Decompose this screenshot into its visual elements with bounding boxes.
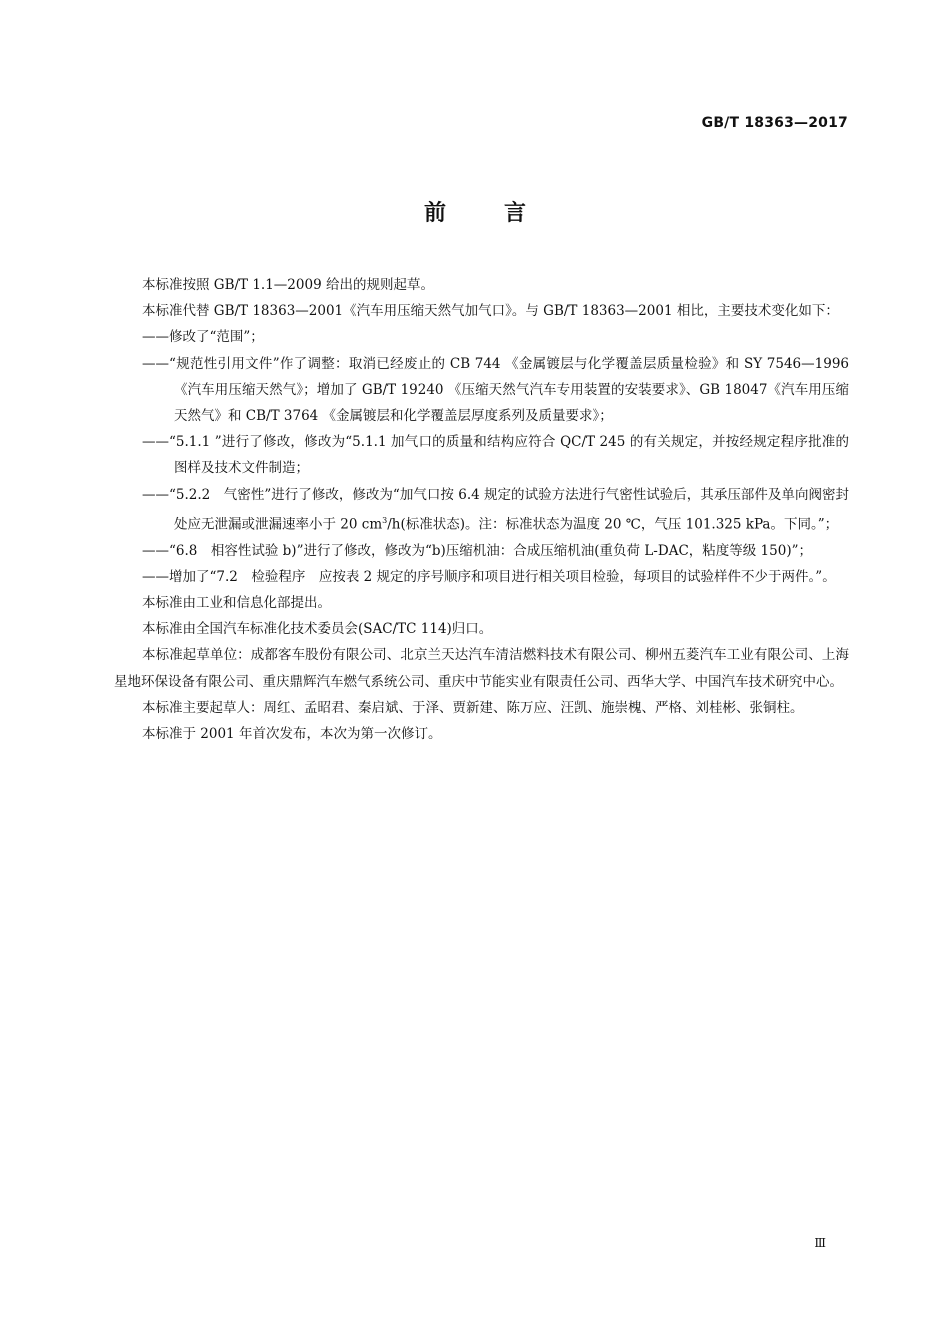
document-body (114, 272, 849, 747)
paragraph-drafting-units: 本标准起草单位：成都客车股份有限公司、北京兰天达汽车清洁燃料技术有限公司、柳州五菱汽车工业有限公司、上海星地环保设备有限公司、重庆鼎辉汽车燃气系统公司、重庆中节能实业有限责任公司、西华大学、中国汽车技术研究中心。 (114, 647, 849, 690)
paragraph-committee: 本标准由全国汽车标准化技术委员会(SAC/TC 114)归口。 (142, 621, 493, 638)
change-item-5-2-2 (114, 482, 849, 538)
change-item-references: ——“规范性引用文件”作了调整：取消已经废止的 CB 744 《金属镀层与化学覆盖层质量检验》和 SY 7546—1996《汽车用压缩天然气》；增加了 GB/T 19240 《压缩天然气汽车专用装置的安装要求》、GB 18047《汽车用压缩天然气》和 CB/T 3764 《金属镀层和化学覆盖层厚度系列及质量要求》； (142, 355, 849, 425)
page-number: Ⅲ (814, 1236, 826, 1250)
page-title: 前言 (423, 201, 584, 226)
change-item-5-2-2-text-b: /h(标准状态)。注：标准状态为温度 20 ℃，气压 101.325 kPa。下同。”； (387, 516, 839, 533)
paragraph-history: 本标准于 2001 年首次发布，本次为第一次修订。 (142, 725, 442, 742)
change-item-6-8: ——“6.8 相容性试验 b)”进行了修改，修改为“b)压缩机油：合成压缩机油(重负荷 L-DAC，粘度等级 150)”； (142, 542, 812, 559)
change-item-scope: ——修改了“范围”； (142, 329, 264, 346)
cubic-superscript: 3 (382, 515, 388, 525)
paragraph-drafting-rules: 本标准按照 GB/T 1.1—2009 给出的规则起草。 (142, 277, 434, 293)
paragraph-drafters: 本标准主要起草人：周红、孟昭君、秦启斌、于泽、贾新建、陈万应、汪凯、施崇槐、严格、刘桂彬、张铜柱。 (142, 699, 804, 716)
paragraph-replacement: 本标准代替 GB/T 18363—2001《汽车用压缩天然气加气口》。与 GB/T 18363—2001 相比，主要技术变化如下： (142, 303, 839, 320)
change-item-7-2: ——增加了“7.2 检验程序 应按表 2 规定的序号顺序和项目进行相关项目检验，每项目的试验样件不少于两件。”。 (142, 568, 836, 585)
standard-code: GB/T 18363—2017 (701, 115, 848, 131)
change-item-5-1-1: ——“5.1.1 ”进行了修改，修改为“5.1.1 加气口的质量和结构应符合 QC/T 245 的有关规定，并按经规定程序批准的图样及技术文件制造； (142, 434, 849, 477)
change-item-5-2-2-text-a: ——“5.2.2 气密性”进行了修改，修改为“加气口按 6.4 规定的试验方法进行气密性试验后，其承压部件及单向阀密封处应无泄漏或泄漏速率小于 20 cm (142, 486, 849, 533)
paragraph-proposer: 本标准由工业和信息化部提出。 (142, 594, 331, 611)
